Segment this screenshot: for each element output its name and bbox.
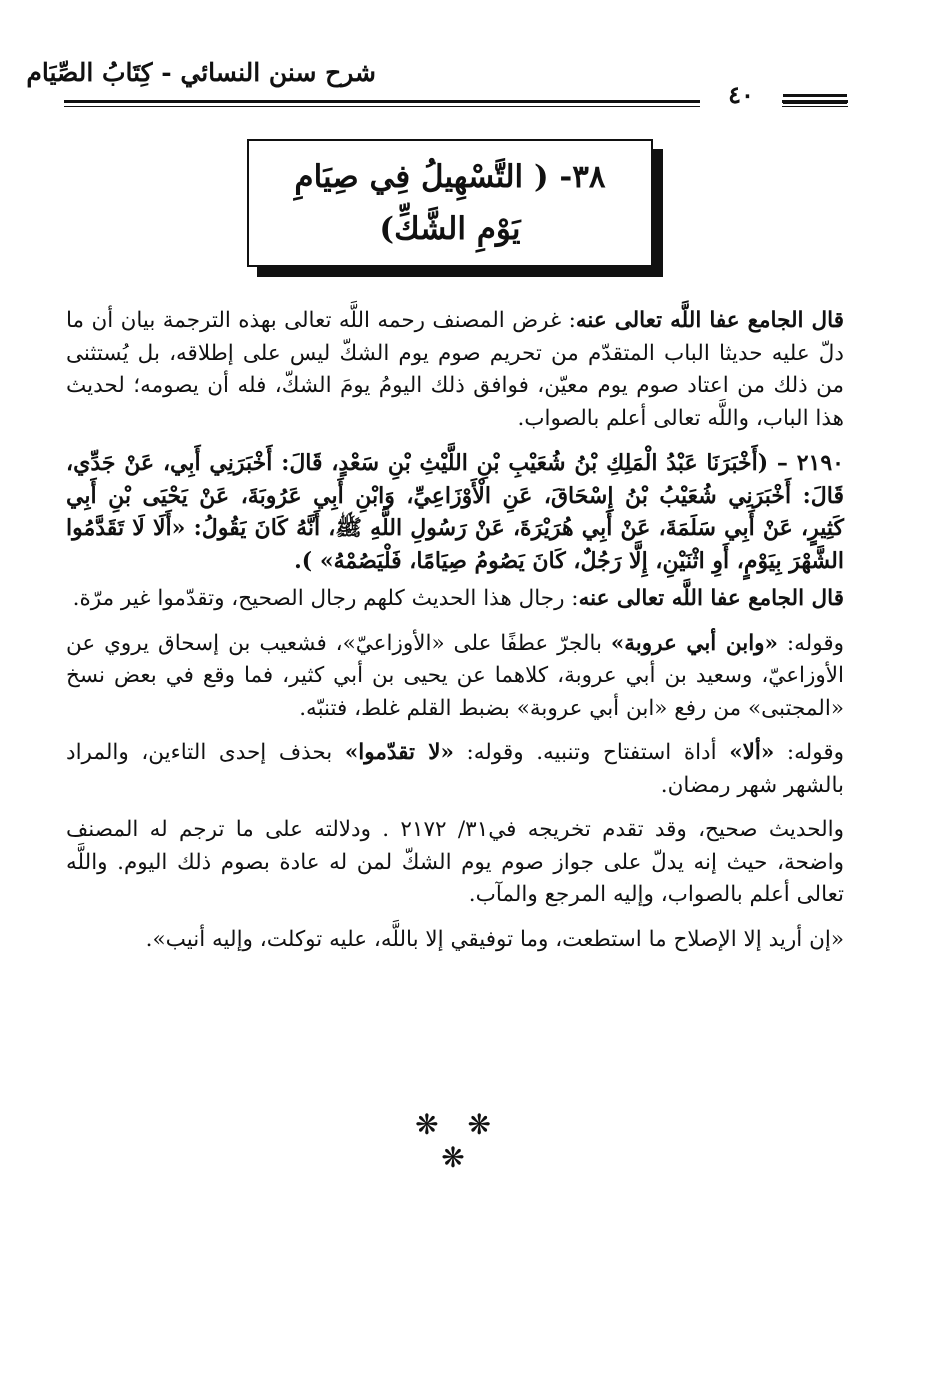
paragraph-text: : رجال هذا الحديث كلهم رجال الصحيح، وتقدّموا غير مرّة.: [72, 586, 579, 611]
paragraph-closing-verse: «إن أريد إلا الإصلاح ما استطعت، وما توفيقي إلا باللَّه، عليه توكلت، وإليه أنيب».: [145, 926, 844, 952]
page-number: ٤٠: [700, 80, 782, 109]
paragraph-urwa: [66, 628, 844, 726]
page-body: [66, 305, 844, 968]
hadith-text: ٢١٩٠ – (أَخْبَرَنَا عَبْدُ الْمَلِكِ بْنُ شُعَيْبِ بْنِ اللَّيْثِ بْنِ سَعْدٍ، قَالَ: أَخْبَرَنِي أَبِي، عَنْ جَدِّي، قَالَ: أَخْبَرَنِي شُعَيْبُ بْنُ إِسْحَاقَ، عَنِ الْأَوْزَاعِيِّ، وَابْنِ أَبِي عَرُوبَةَ، عَنْ يَحْيَى بْنِ أَبِي كَثِيرٍ، عَنْ أَبِي سَلَمَةَ، عَنْ أَبِي هُرَيْرَةَ، عَنْ رَسُولِ اللَّهِ ﷺ، أَنَّهُ كَانَ يَقُولُ: «أَلَا لَا تَقَدَّمُوا الشَّهْرَ بِيَوْمٍ، أَوِ اثْنَيْنِ، إِلَّا رَجُلٌ، كَانَ يَصُومُ صِيَامًا، فَلْيَصُمْهُ» ).: [66, 450, 844, 574]
quoted-term: «لا تقدّموا»: [344, 740, 454, 765]
jami-lead: قال الجامع عفا اللَّه تعالى عنه: [575, 308, 844, 333]
jami-lead: قال الجامع عفا اللَّه تعالى عنه: [578, 586, 844, 611]
section-title: ٣٨- ( التَّسْهِيلُ فِي صِيَامِ يَوْمِ الشَّكِّ): [294, 159, 606, 247]
paragraph-ala: [66, 737, 844, 802]
page-number-rules: [783, 94, 847, 108]
quoted-term: «ألا»: [729, 740, 775, 765]
paragraph-intro: [66, 305, 844, 435]
paragraph-narrators: [66, 583, 844, 616]
section-title-box: [247, 139, 653, 267]
paragraph-text: وقوله:: [774, 740, 844, 765]
running-header-title: شرح سنن النسائي - كِتَابُ الصِّيَام: [26, 58, 376, 87]
paragraph-text: بالجرّ عطفًا على «الأوزاعيّ»، فشعيب بن إسحاق يروي عن الأوزاعيّ، وسعيد بن أبي عروبة، كلاهما عن يحيى بن أبي كثير، فما وقع في بعض نسخ «المجتبى» من رفع «ابن أبي عروبة» بضبط القلم غلط، فتنبّه.: [66, 630, 844, 721]
paragraph-text: أداة استفتاح وتنبيه. وقوله:: [453, 740, 730, 765]
ornament-stars: ❋ ❋ ❋: [415, 1108, 501, 1174]
paragraph-conclusion: والحديث صحيح، وقد تقدم تخريجه في٣١/ ٢١٧٢ . ودلالته على ما ترجم له المصنف واضحة، حيث إنه يدلّ على جواز صوم يوم الشكّ لمن له عادة بصوم ذلك اليوم. واللَّه تعالى أعلم بالصواب، وإليه المرجع والمآب.: [66, 817, 844, 907]
paragraph-text: وقوله:: [777, 630, 844, 656]
paragraph-text: : غرض المصنف رحمه اللَّه تعالى بهذه الترجمة بيان أن ما دلّ عليه حديثا الباب المتقدّم من تحريم صوم يوم الشكّ ليس على إطلاقه، بل يُستثنى من ذلك من اعتاد صوم يوم معيّن، فوافق ذلك اليومُ يومَ الشكّ، فله أن يصومه؛ لحديث هذا الباب، واللَّه تعالى أعلم بالصواب.: [66, 308, 844, 431]
quoted-term: «وابن أبي عروبة»: [610, 630, 778, 656]
paragraph-text: بحذف إحدى التاءين، والمراد بالشهر شهر رمضان.: [66, 740, 844, 798]
